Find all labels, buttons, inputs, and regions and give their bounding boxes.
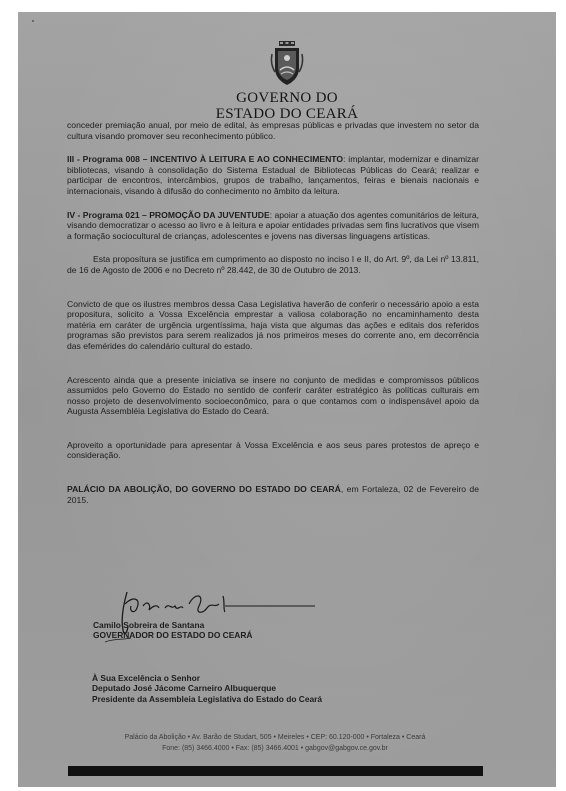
program-008-title: III - Programa 008 – INCENTIVO À LEITURA E AO CONHECIMENTO: [67, 154, 344, 165]
paragraph-closing: Aproveito a oportunidade para apresentar à Vossa Excelência e aos seus pares protestos de apreço e consideração.: [67, 439, 479, 461]
government-title: [18, 90, 556, 122]
program-021-title: IV - Programa 021 – PROMOÇÃO DA JUVENTUDE: [67, 209, 270, 220]
letterhead-footer: [70, 732, 480, 754]
paragraph-place-date: [67, 484, 479, 505]
paragraph-legal-basis: Esta proposítura se justifica em cumprimento ao disposto no inciso I e II, do Art. 9º, da Lei nº 13.811, de 16 de Agosto de 2006 e no Decreto nº 28.442, de 30 de Outubro de 2013.: [67, 254, 479, 275]
government-title-line-1: GOVERNO DO: [236, 90, 338, 106]
state-coat-of-arms-icon: [269, 40, 305, 86]
paragraph-commitment: Acrescento ainda que a presente iniciativa se insere no conjunto de medidas e compromissos públicos assumidos pelo Governo do Estado no sentido de conferir caráter estratégico às políticas culturais em nosso projeto de desenvolvimento socioeconômico, para o que contamos com o indispensável apoio da Augusta Assembléia Legislativa do Estado do Ceará.: [67, 374, 479, 417]
letterhead: [18, 40, 556, 122]
recipient-title: Presidente da Assembleia Legislativa do Estado do Ceará: [92, 693, 323, 704]
footer-contact: Fone: (85) 3466.4000 • Fax: (85) 3466.4001 • gabgov@gabgov.ce.gov.br: [162, 745, 388, 752]
government-title-line-2: ESTADO DO CEARÁ: [215, 106, 359, 122]
recipient-salutation: À Sua Excelência o Senhor: [92, 673, 200, 683]
program-008-text: : implantar, modernizar e dinamizar bibliotecas, visando à consolidação do Sistema Estadual de Bibliotecas Públicas do Ceará; realizar e participar de encontros, intercâmbios, grupos de trabalho, lançamentos, feiras e bienais nacionais e internacionais, visando à difusão do conhecimento no âmbito da leitura.: [67, 154, 479, 196]
program-021-text: : apoiar a atuação dos agentes comunitários de leitura, visando democratizar o acesso ao livro e à leitura e apoiar entidades privadas sem fins lucrativos que visem a formação sociocultural de crianças, adolescentes e jovens nas diversas linguagens artísticas.: [67, 209, 480, 241]
footer-address: Palácio da Abolição • Av. Barão de Studart, 505 • Meireles • CEP: 60.120-000 • Fortaleza • Ceará: [124, 734, 426, 741]
scan-speck: [32, 20, 34, 22]
paragraph-program-008: [67, 154, 479, 196]
recipient-block: [92, 673, 322, 704]
signatory-block: [93, 620, 252, 641]
signatory-title: GOVERNADOR DO ESTADO DO CEARÁ: [93, 630, 253, 641]
place-date: , em Fortaleza, 02 de Fevereiro de 2015.: [67, 484, 479, 505]
paragraph-continuation: conceder premiação anual, por meio de edital, às empresas públicas e privadas que investem no setor da cultura visando promover seu reconhecimento público.: [67, 120, 479, 141]
recipient-name: Deputado José Jácome Carneiro Albuquerque: [92, 683, 276, 694]
signatory-name: Camilo Sobreira de Santana: [93, 620, 205, 630]
place-name: PALÁCIO DA ABOLIÇÃO, DO GOVERNO DO ESTADO DO CEARÁ: [67, 484, 341, 495]
paragraph-program-021: [67, 210, 479, 242]
paragraph-request: Convicto de que os ilustres membros dessa Casa Legislativa haverão de conferir o necessário apoio a esta propositura, solicito a Vossa Excelência emprestar a valiosa colaboração no encaminhamento desta matéria em caráter de urgência urgentíssima, haja vista que algumas das ações e editais dos referidos programas são previstos para serem realizados já nos primeiros meses do corrente ano, em decorrência das efemérides do calendário cultural do estado.: [67, 298, 479, 351]
scan-bottom-bar: [68, 766, 483, 776]
letter-body: [67, 120, 479, 505]
